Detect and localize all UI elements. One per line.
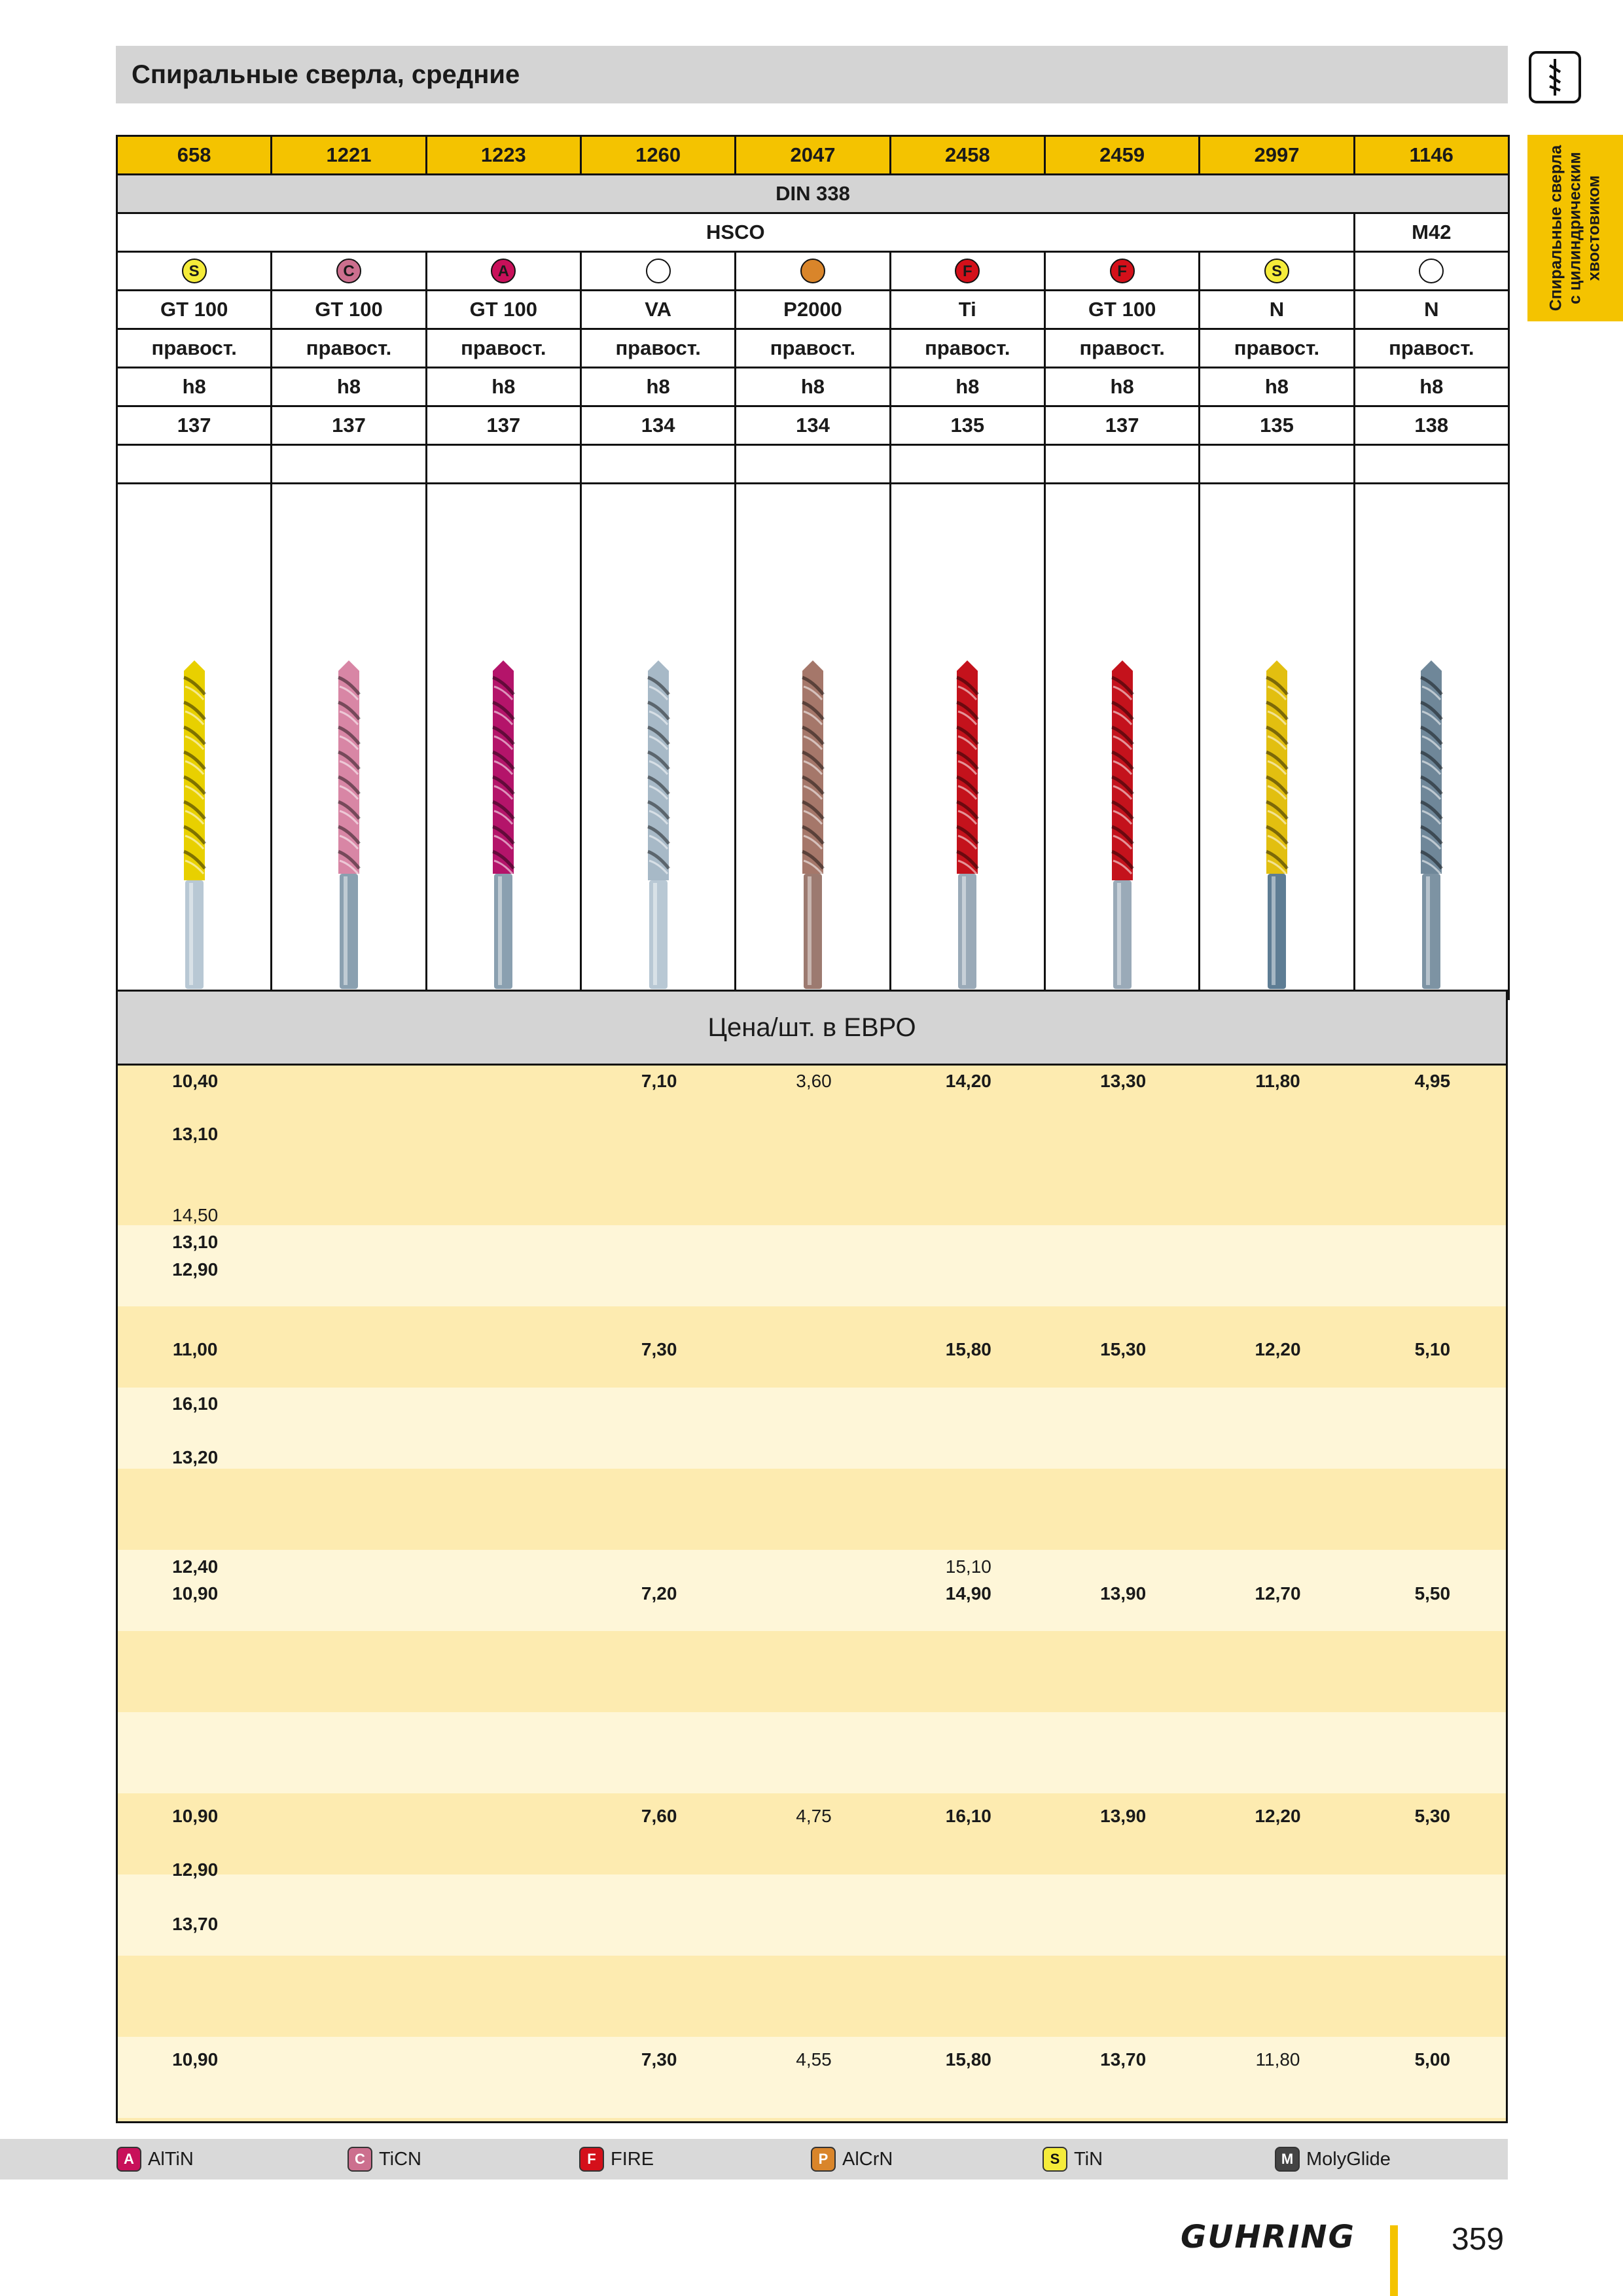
tolerance-label: h8 xyxy=(426,368,580,406)
coating-icon xyxy=(800,259,825,283)
price-value: 14,20 xyxy=(945,1071,991,1091)
coating-cell xyxy=(580,252,735,291)
material-label: GT 100 xyxy=(1044,291,1199,329)
legend-label: MolyGlide xyxy=(1306,2148,1391,2170)
blank-cell xyxy=(1044,445,1199,484)
coating-cell xyxy=(1354,252,1508,291)
tolerance-label: h8 xyxy=(580,368,735,406)
angle-label: 137 xyxy=(1044,406,1199,445)
legend-item xyxy=(1275,2139,1391,2179)
article-number: 2458 xyxy=(890,136,1044,175)
title-bar xyxy=(116,46,1508,103)
legend-label: FIRE xyxy=(611,2148,654,2170)
tolerance-row xyxy=(117,368,1509,406)
drill-image-cell xyxy=(117,484,272,999)
blank-row xyxy=(117,445,1509,484)
legend-label: TiN xyxy=(1074,2148,1103,2170)
coating-icon: S xyxy=(182,259,207,283)
angle-label: 138 xyxy=(1354,406,1508,445)
coating-icon: A xyxy=(491,259,516,283)
price-value: 13,70 xyxy=(1100,2049,1147,2070)
price-value: 5,30 xyxy=(1414,1806,1451,1826)
price-band xyxy=(118,1956,1506,2037)
article-number: 1260 xyxy=(580,136,735,175)
price-value: 5,00 xyxy=(1414,2049,1451,2070)
price-value: 12,20 xyxy=(1255,1806,1301,1826)
legend-label: AlCrN xyxy=(842,2148,893,2170)
drill-image-cell xyxy=(272,484,426,999)
drill-image-cell xyxy=(1044,484,1199,999)
drill-image-cell xyxy=(426,484,580,999)
direction-label: правост. xyxy=(736,329,890,368)
direction-label: правост. xyxy=(272,329,426,368)
coating-cell xyxy=(1200,252,1354,291)
price-value: 13,30 xyxy=(1100,1071,1147,1091)
coating-row xyxy=(117,252,1509,291)
tolerance-label: h8 xyxy=(890,368,1044,406)
price-value: 4,75 xyxy=(796,1806,832,1826)
article-row xyxy=(117,136,1509,175)
price-value: 7,20 xyxy=(641,1583,677,1604)
price-value: 15,80 xyxy=(945,2049,991,2070)
price-band xyxy=(118,1631,1506,1712)
article-number: 2047 xyxy=(736,136,890,175)
tolerance-label: h8 xyxy=(1044,368,1199,406)
article-number: 2997 xyxy=(1200,136,1354,175)
coating-ticn-icon: C xyxy=(348,2147,372,2172)
direction-label: правост. xyxy=(1044,329,1199,368)
price-band xyxy=(118,1469,1506,1550)
price-value: 7,10 xyxy=(641,1071,677,1091)
material-label: GT 100 xyxy=(117,291,272,329)
price-value: 3,60 xyxy=(796,1071,832,1091)
angle-label: 134 xyxy=(580,406,735,445)
price-value: 16,10 xyxy=(172,1393,219,1414)
section-tab-label: Спиральные сверла с цилиндрическим хвостовиком xyxy=(1546,145,1603,312)
price-value: 7,60 xyxy=(641,1806,677,1826)
drill-image-cell xyxy=(736,484,890,999)
legend-item xyxy=(348,2139,421,2179)
blank-cell xyxy=(426,445,580,484)
price-value: 13,90 xyxy=(1100,1806,1147,1826)
price-value: 13,70 xyxy=(172,1914,219,1934)
coating-altin-icon: A xyxy=(116,2147,141,2172)
direction-label: правост. xyxy=(117,329,272,368)
coating-icon xyxy=(646,259,671,283)
price-band xyxy=(118,1388,1506,1469)
price-band xyxy=(118,1874,1506,1956)
angle-label: 135 xyxy=(890,406,1044,445)
coating-legend xyxy=(0,2139,1508,2179)
price-value: 12,90 xyxy=(172,1259,219,1280)
tolerance-label: h8 xyxy=(736,368,890,406)
price-value: 10,40 xyxy=(172,1071,219,1091)
price-band xyxy=(118,1712,1506,1793)
price-value: 12,40 xyxy=(172,1556,219,1577)
price-band xyxy=(118,1225,1506,1306)
section-tab[interactable] xyxy=(1527,135,1623,321)
blank-cell xyxy=(890,445,1044,484)
angle-label: 137 xyxy=(117,406,272,445)
coating-alcrn-icon: P xyxy=(811,2147,836,2172)
direction-row xyxy=(117,329,1509,368)
article-number: 1223 xyxy=(426,136,580,175)
brand-logo: GUHRING xyxy=(1181,2219,1355,2255)
direction-label: правост. xyxy=(1200,329,1354,368)
material-label: GT 100 xyxy=(272,291,426,329)
image-row xyxy=(117,484,1509,999)
price-value: 5,50 xyxy=(1414,1583,1451,1604)
price-value: 14,50 xyxy=(172,1205,219,1225)
direction-label: правост. xyxy=(426,329,580,368)
price-value: 7,30 xyxy=(641,1339,677,1359)
price-band xyxy=(118,1144,1506,1225)
tolerance-label: h8 xyxy=(117,368,272,406)
price-value: 11,80 xyxy=(1255,2049,1300,2070)
coating-cell xyxy=(736,252,890,291)
coating-cell xyxy=(1044,252,1199,291)
direction-label: правост. xyxy=(1354,329,1508,368)
material-group-label: M42 xyxy=(1354,213,1508,252)
blank-cell xyxy=(736,445,890,484)
legend-label: TiCN xyxy=(379,2148,421,2170)
direction-label: правост. xyxy=(890,329,1044,368)
coating-cell xyxy=(272,252,426,291)
price-value: 12,70 xyxy=(1255,1583,1301,1604)
price-value: 7,30 xyxy=(641,2049,677,2070)
price-value: 13,20 xyxy=(172,1447,219,1467)
price-value: 13,10 xyxy=(172,1232,219,1252)
price-value: 15,10 xyxy=(945,1556,991,1577)
drill-image-cell xyxy=(1354,484,1508,999)
coating-molyglide-icon: M xyxy=(1275,2147,1300,2172)
price-value: 15,80 xyxy=(945,1339,991,1359)
page-title: Спиральные сверла, средние xyxy=(132,60,520,89)
coating-fire-icon: F xyxy=(579,2147,604,2172)
price-value: 13,90 xyxy=(1100,1583,1147,1604)
price-value: 13,10 xyxy=(172,1124,219,1144)
material-label: GT 100 xyxy=(426,291,580,329)
price-value: 15,30 xyxy=(1100,1339,1147,1359)
material-row xyxy=(117,291,1509,329)
drill-image-cell xyxy=(580,484,735,999)
material-label: P2000 xyxy=(736,291,890,329)
coating-icon: F xyxy=(1110,259,1135,283)
blank-cell xyxy=(117,445,272,484)
price-value: 4,95 xyxy=(1414,1071,1451,1091)
standard-label: DIN 338 xyxy=(117,175,1509,213)
legend-item xyxy=(1043,2139,1103,2179)
price-value: 12,20 xyxy=(1255,1339,1301,1359)
coating-cell xyxy=(117,252,272,291)
price-value: 11,00 xyxy=(172,1339,218,1359)
tolerance-label: h8 xyxy=(272,368,426,406)
price-value: 10,90 xyxy=(172,1583,219,1604)
coating-icon xyxy=(1419,259,1444,283)
legend-item xyxy=(579,2139,654,2179)
drill-image xyxy=(1103,658,1142,998)
coating-icon: S xyxy=(1264,259,1289,283)
tolerance-label: h8 xyxy=(1354,368,1508,406)
article-number: 658 xyxy=(117,136,272,175)
legend-label: AlTiN xyxy=(148,2148,194,2170)
drill-image xyxy=(484,658,523,998)
price-heading: Цена/шт. в ЕВРО xyxy=(116,990,1508,1066)
article-number: 1221 xyxy=(272,136,426,175)
price-value: 12,90 xyxy=(172,1859,219,1880)
brand-divider xyxy=(1390,2225,1398,2296)
material-group-row xyxy=(117,213,1509,252)
price-value: 10,90 xyxy=(172,2049,219,2070)
angle-label: 137 xyxy=(426,406,580,445)
blank-cell xyxy=(1200,445,1354,484)
coating-cell xyxy=(890,252,1044,291)
direction-label: правост. xyxy=(580,329,735,368)
angle-row xyxy=(117,406,1509,445)
coating-icon: F xyxy=(955,259,980,283)
price-value: 16,10 xyxy=(945,1806,991,1826)
drill-image xyxy=(175,658,214,998)
coating-icon: C xyxy=(336,259,361,283)
blank-cell xyxy=(1354,445,1508,484)
angle-label: 134 xyxy=(736,406,890,445)
drill-image xyxy=(329,658,368,998)
tolerance-label: h8 xyxy=(1200,368,1354,406)
drill-image xyxy=(793,658,832,998)
article-number: 1146 xyxy=(1354,136,1508,175)
angle-label: 137 xyxy=(272,406,426,445)
legend-item xyxy=(811,2139,893,2179)
legend-item xyxy=(116,2139,194,2179)
price-value: 11,80 xyxy=(1255,1071,1300,1091)
drill-image xyxy=(1412,658,1451,998)
spec-table xyxy=(116,135,1510,1000)
material-label: N xyxy=(1354,291,1508,329)
price-band xyxy=(118,2118,1506,2123)
drill-image-cell xyxy=(890,484,1044,999)
drill-image xyxy=(948,658,987,998)
page-number: 359 xyxy=(1452,2222,1505,2257)
price-value: 10,90 xyxy=(172,1806,219,1826)
drill-image xyxy=(639,658,678,998)
material-group-label: HSCO xyxy=(117,213,1355,252)
price-value: 4,55 xyxy=(796,2049,832,2070)
blank-cell xyxy=(580,445,735,484)
drill-image xyxy=(1257,658,1296,998)
material-label: Ti xyxy=(890,291,1044,329)
material-label: N xyxy=(1200,291,1354,329)
coating-cell xyxy=(426,252,580,291)
coating-tin-icon: S xyxy=(1043,2147,1067,2172)
drill-image-cell xyxy=(1200,484,1354,999)
price-value: 5,10 xyxy=(1414,1339,1451,1359)
drill-category-icon xyxy=(1527,50,1582,105)
article-number: 2459 xyxy=(1044,136,1199,175)
standard-row xyxy=(117,175,1509,213)
price-table xyxy=(116,1066,1508,2123)
material-label: VA xyxy=(580,291,735,329)
angle-label: 135 xyxy=(1200,406,1354,445)
price-value: 14,90 xyxy=(945,1583,991,1604)
blank-cell xyxy=(272,445,426,484)
